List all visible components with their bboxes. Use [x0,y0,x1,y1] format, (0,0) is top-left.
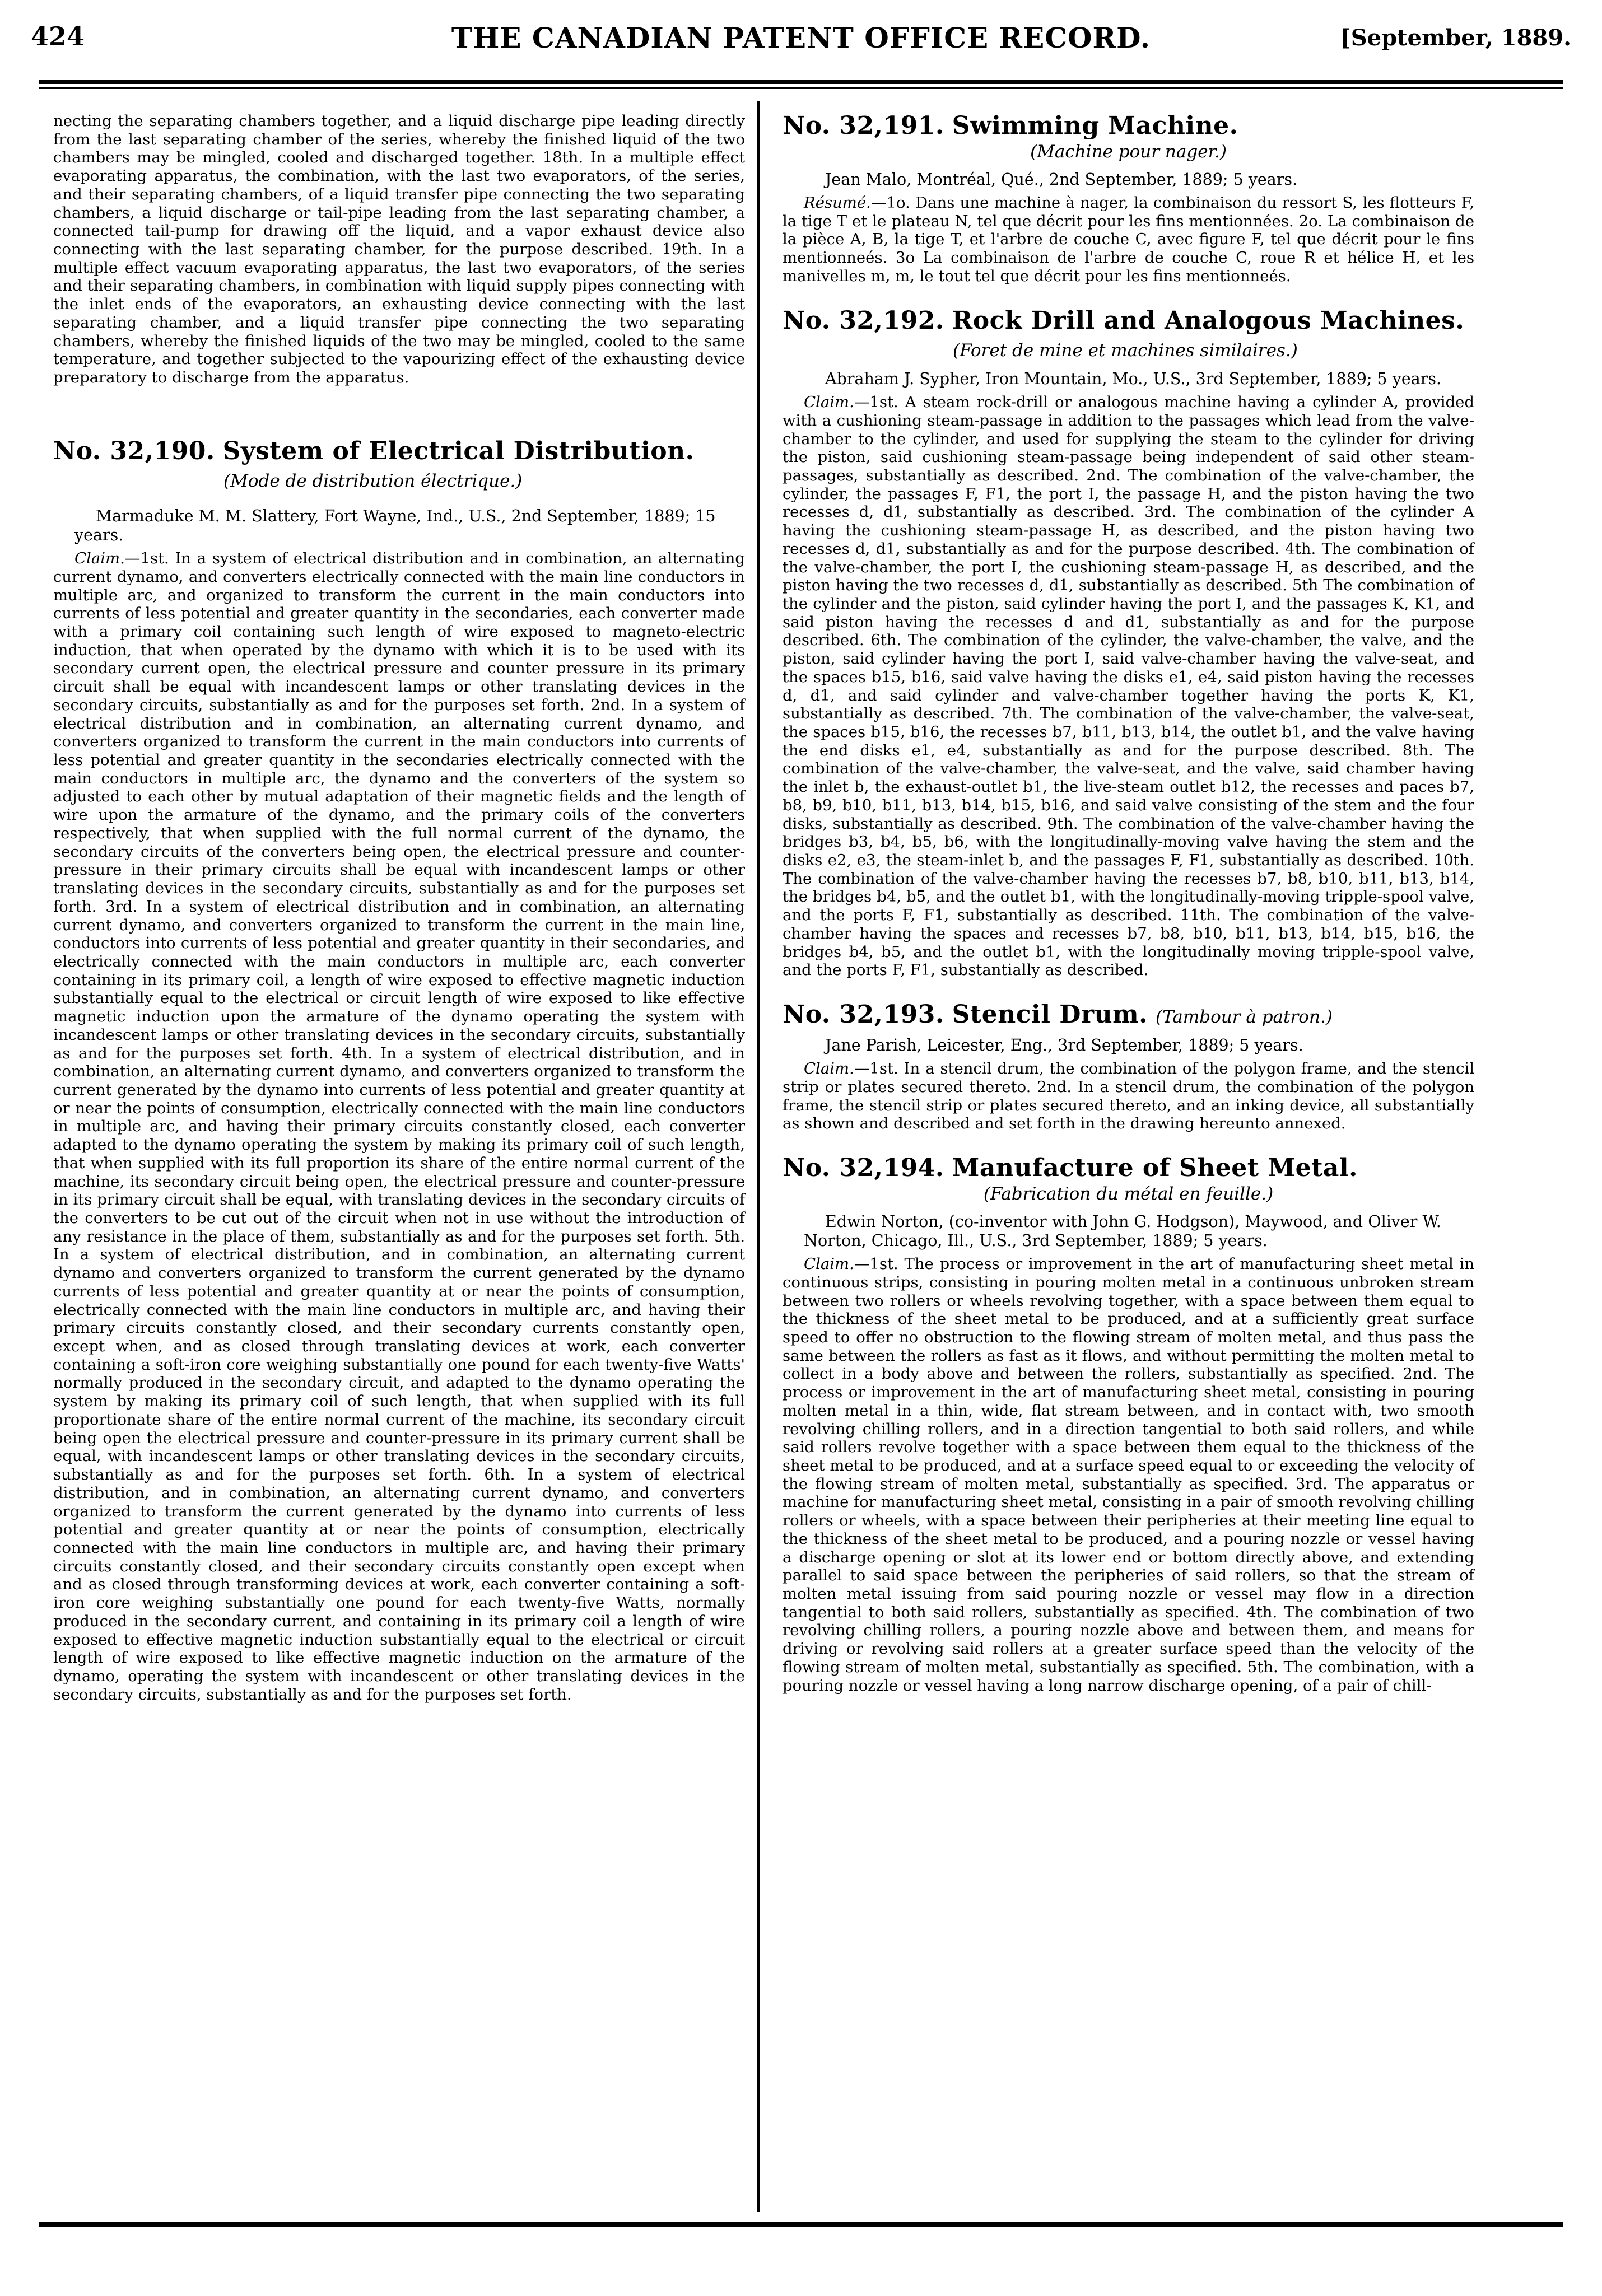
patent-number: No. 32,190. [53,436,215,465]
claim-label: Claim. [804,1060,854,1078]
claim-label: Résumé. [804,194,871,212]
top-rule-thick [39,80,1563,84]
patent-applicant: Abraham J. Sypher, Iron Mountain, Mo., U.S., 3rd September, 1889; 5 years. [825,370,1442,389]
patent-entry-32191 [783,112,1474,286]
patent-number: No. 32,194. [783,1154,944,1183]
patent-heading [783,1001,1474,1028]
patent-title: System of Electrical Distribution. [222,436,695,465]
right-column [783,112,1474,1699]
patent-applicant: Marmaduke M. M. Slattery, Fort Wayne, Ind., U.S., 2nd September, 1889; 15 years. [74,507,716,545]
patent-number: No. 32,192. [783,306,944,335]
patent-title: Rock Drill and Analogous Machines. [952,306,1465,335]
patent-french-title: (Tambour à patron.) [1155,1007,1333,1028]
patent-french-title: (Fabrication du métal en feuille.) [983,1184,1274,1205]
claim-label: Claim. [804,1255,854,1273]
patent-claims [783,393,1474,979]
patent-title: Stencil Drum. [952,1000,1148,1029]
patent-applicant: Jean Malo, Montréal, Qué., 2nd September, 1889; 5 years. [825,170,1298,189]
top-rule-thin [39,87,1563,89]
patent-title: Manufacture of Sheet Metal. [952,1154,1358,1183]
issue-date: [September, 1889. [1340,25,1571,51]
left-column [53,112,745,1708]
claim-text: —1st. A steam rock-drill or analogous machine having a cylinder A, provided with a cushioning steam-passage in addition to the passages which lead from the valve-chamber to the cylinder, and used for supplying the steam to the cylinder for driving the piston, said cushioning steam-passage being independent of said other steam-passages, substantially as described. 2nd. The combination of the valve-chamber, the cylinder, the passages F, F1, the port I, the passage H, and the piston having the two recesses d, d1, substantially as described. 3rd. The combination of the cylinder A having the cushioning steam-passage H, as described, and the piston having two recesses d, d1, substantially as and for the purpose described. 4th. The combination of the valve-chamber, the port I, the cushioning steam-passage H, as described, and the piston having the two recesses d, d1, substantially as described. 5th The combination of the cylinder and the piston, said cylinder having the port I, and the passages K, K1, and said piston having the recesses d and d1, substantially as and for the purpose described. 6th. The combination of the cylinder, the valve-chamber, the valve, and the piston, said cylinder having the port I, said valve-chamber having the valve-seat, and the spaces b15, b16, said valve having the disks e1, e4, said piston having the recesses d, d1, and said cylinder and valve-chamber together having the ports K, K1, substantially as described. 7th. The combination of the valve-chamber, the valve-seat, the spaces b15, b16, the recesses b7, b11, b13, b14, the outlet b1, and the valve having the end disks e1, e4, substantially as and for the purpose described. 8th. The combination of the valve-chamber, the valve-seat, and the valve, said chamber having the inlet b, the exhaust-outlet b1, the live-steam outlet b12, the recesses and paces b7, b8, b9, b10, b11, b13, b14, b15, b16, and said valve consisting of the stem and the four disks, substantially as described. 9th. The combination of the valve-chamber having the bridges b3, b4, b5, b6, with the longitudinally-moving valve having the stem and the disks e2, e3, the steam-inlet b, and the passages F, F1, substantially as described. 10th. The combination of the valve-chamber having the recesses b7, b8, b10, b11, b13, b14, the bridges b4, b5, and the outlet b1, with the longitudinally-moving tripple-spool valve, and the ports F, F1, substantially as described. 11th. The combination of the valve-chamber having the spaces and recesses b7, b8, b10, b11, b13, b14, b15, b16, the bridges b4, b5, and the outlet b1, with the longitudinally moving tripple-spool valve, and the ports F, F1, substantially as described. [783,393,1474,979]
publication-title: THE CANADIAN PATENT OFFICE RECORD. [451,21,1151,54]
patent-number: No. 32,193. [783,1000,944,1029]
patent-applicant: Edwin Norton, (co-inventor with John G. Hodgson), Maywood, and Oliver W. Norton, Chicago, Ill., U.S., 3rd September, 1889; 5 years. [804,1212,1441,1250]
claim-label: Claim. [74,549,125,568]
claim-text: —1st. In a stencil drum, the combination of the polygon frame, and the stencil strip or plates secured thereto. 2nd. In a stencil drum, the combination of the polygon frame, the stencil strip or plates secured thereto, and an inking device, all substantially as shown and described and set forth in the drawing hereunto annexed. [783,1060,1474,1133]
patent-heading [783,307,1474,362]
page-header [31,21,1571,60]
patent-entry-32193 [783,1001,1474,1133]
claim-text: —1st. In a system of electrical distribution and in combination, an alternating current dynamo, and converters electrically connected with the main line conductors in multiple arc, and organized to transform the current in the main conductors into currents of less potential and greater quantity in the secondaries, each converter made with a primary coil containing such length of wire exposed to magneto-electric induction, that when operated by the dynamo with which it is to be used with its secondary current open, the electrical pressure and counter pressure in its primary circuit shall be equal with incandescent lamps or other translating devices in the secondary circuits, substantially as and for the purposes set forth. 2nd. In a system of electrical distribution and in combination, an alternating current dynamo, and converters organized to transform the current in the main conductors into currents of less potential and greater quantity in the secondaries electrically connected with the main conductors in multiple arc, the dynamo and the converters of the system so adjusted to each other by mutual adaptation of their magnetic fields and the length of wire upon the armature of the dynamo, and the primary coils of the converters respectively, that when supplied with the full normal current of the dynamo, the secondary circuits of the converters being open, the electrical pressure and counter-pressure in their primary circuits shall be equal with incandescent lamps or other translating devices in the secondary circuits, substantially as and for the purposes set forth. 3rd. In a system of electrical distribution and in combination, an alternating current dynamo, and converters organized to transform the current in the main line, conductors into currents of less potential and greater quantity in their secondaries, and electrically connected with the main conductors in multiple arc, each converter containing in its primary coil, a length of wire exposed to effective magnetic induction substantially equal to the electrical or circuit length of wire exposed to like effective magnetic induction upon the armature of the dynamo operating the system with incandescent lamps or other translating devices in the secondary circuits, substantially as and for the purposes set forth. 4th. In a system of electrical distribution, and in combination, an alternating current dynamo, and converters organized to transform the current generated by the dynamo into currents of less potential and greater quantity at or near the points of consumption, electrically connected with the main line conductors in multiple arc, and having their primary circuits constantly closed, each converter adapted to the dynamo operating the system by making its primary coil of such length, that when supplied with its full proportion its share of the entire normal current of the machine, its secondary circuit being open, the electrical pressure and counter-pressure in its primary circuit shall be equal, with translating devices in the secondary circuits of the converters to be cut out of the circuit when not in use without the introduction of any resistance in the place of them, substantially as and for the purposes set forth. 5th. In a system of electrical distribution, and in combination, an alternating current dynamo and converters organized to transform the current generated by the dynamo currents of less potential and greater quantity at or near the points of consumption, electrically connected with the main line conductors in multiple arc, and having their primary circuits constantly closed, and their secondary currents constantly open, except when, and as closed through translating devices at work, each converter containing a soft-iron core weighing substantially one pound for each twenty-five Watts' normally produced in the secondary circuit, and adapted to the dynamo operating the system by making its primary coil of such length, that when supplied with its full proportionate share of the entire normal current of the machine, its secondary circuit being open the electrical pressure and counter-pressure in its primary current shall be equal, with incandescent lamps or other translating devices in the secondary circuits, substantially as and for the purposes set forth. 6th. In a system of electrical distribution, and in combination, an alternating current dynamo, and converters organized to transform the current generated by the dynamo into currents of less potential and greater quantity at or near the points of consumption, electrically connected with the main line conductors in multiple arc, and having their primary circuits constantly closed, and their secondary circuits constantly open except when and as closed through transforming devices at work, each converter containing a soft-iron core weighing substantially one pound for each twenty-five Watts, normally produced in the secondary current, and containing in its primary coil a length of wire exposed to effective magnetic induction substantially equal to the electrical or circuit length of wire exposed to like effective magnetic induction on the armature of the dynamo, operating the system with incandescent or other translating devices in the secondary circuits, substantially as and for the purposes set forth. [53,549,745,1704]
claim-label: Claim. [804,393,854,412]
patent-claims [53,549,745,1704]
patent-applicant: Jane Parish, Leicester, Eng., 3rd September, 1889; 5 years. [825,1036,1303,1055]
patent-french-title: (Machine pour nager.) [1030,142,1227,162]
patent-claims [783,194,1474,286]
patent-entry-32192 [783,307,1474,979]
patent-heading [783,1154,1474,1182]
patent-title: Swimming Machine. [952,111,1238,140]
patent-claims [783,1255,1474,1695]
patent-entry-32190 [53,437,745,1704]
patent-french-title: (Mode de distribution électrique.) [223,471,523,492]
patent-french-title: (Foret de mine et machines similaires.) [953,340,1298,361]
patent-entry-32194 [783,1154,1474,1695]
patent-number: No. 32,191. [783,111,944,140]
claim-text: —1st. The process or improvement in the art of manufacturing sheet metal in continuous strips, consisting in pouring molten metal in a continuous unbroken stream between two rollers or wheels revolving together, with a space between them equal to the thickness of the sheet metal to be produced, and at a sufficiently great surface speed to offer no obstruction to the flowing stream of molten metal, and thus pass the same between the rollers as fast as it flows, and without permitting the molten metal to collect in a body above and between the rollers, substantially as specified. 2nd. The process or improvement in the art of manufacturing sheet metal, consisting in pouring molten metal in a thin, wide, flat stream between, and in contact with, two smooth revolving chilling rollers, and in a direction tangential to both said rollers, and while said rollers revolve together with a space between them equal to the thickness of the sheet metal to be produced, and at a surface speed equal to or exceeding the velocity of the flowing stream of molten metal, substantially as specified. 3rd. The apparatus or machine for manufacturing sheet metal, consisting in a pair of smooth revolving chilling rollers or wheels, with a space between their peripheries at their meeting line equal to the thickness of the sheet metal to be produced, and a pouring nozzle or vessel having a discharge opening or slot at its lower end or bottom directly above, and extending parallel to said space between the peripheries of said rollers, so that the stream of molten metal issuing from said pouring nozzle or vessel may flow in a direction tangential to both said rollers, substantially as specified. 4th. The combination of two revolving chilling rollers, a pouring nozzle above and between them, and means for driving or revolving said rollers at a greater surface speed than the velocity of the flowing stream of molten metal, substantially as specified. 5th. The combination, with a pouring nozzle or vessel having a long narrow discharge opening, of a pair of chill- [783,1255,1474,1695]
patent-claims [783,1060,1474,1133]
page-number: 424 [31,21,85,52]
patent-heading [53,437,745,493]
claim-text: —1o. Dans une machine à nager, la combinaison du ressort S, les flotteurs F, la tige T et le plateau N, tel que décrit pour les fins mentionnées. 2o. La combinaison de la pièce A, B, la tige T, et l'arbre de couche C, avec figure F, tel que décrit pour le fins mentionneés. 3o La combinaison de l'arbre de couche C, roue R et hélice H, et les manivelles m, m, le tout tel que décrit pour les fins mentionneés. [783,194,1474,285]
column-divider [757,101,760,2212]
bottom-rule [39,2222,1563,2227]
patent-heading [783,112,1474,139]
continued-claim-text: necting the separating chambers together, and a liquid discharge pipe leading directly from the last separating chamber of the series, whereby the finished liquid of the two chambers may be mingled, cooled and discharged together. 18th. In a multiple effect evaporating apparatus, the combination, with the last two evaporators, of the series, and their separating chambers, of a liquid transfer pipe connecting the two separating chambers, a liquid discharge or tail-pipe leading from the last separating chamber, a connected tail-pump for drawing off the liquid, and a vapor exhaust device also connecting with the last separating chamber, for the purpose described. 19th. In a multiple effect vacuum evaporating apparatus, the last two evaporators, of the series and their separating chambers, in combination with liquid supply pipes connecting with the inlet ends of the evaporators, an exhausting device connecting with the last separating chamber, and a liquid transfer pipe connecting the two separating chambers, whereby the finished liquids of the two may be mingled, cooled to the same temperature, and together subjected to the vapourizing effect of the exhausting device preparatory to discharge from the apparatus. [53,112,745,387]
